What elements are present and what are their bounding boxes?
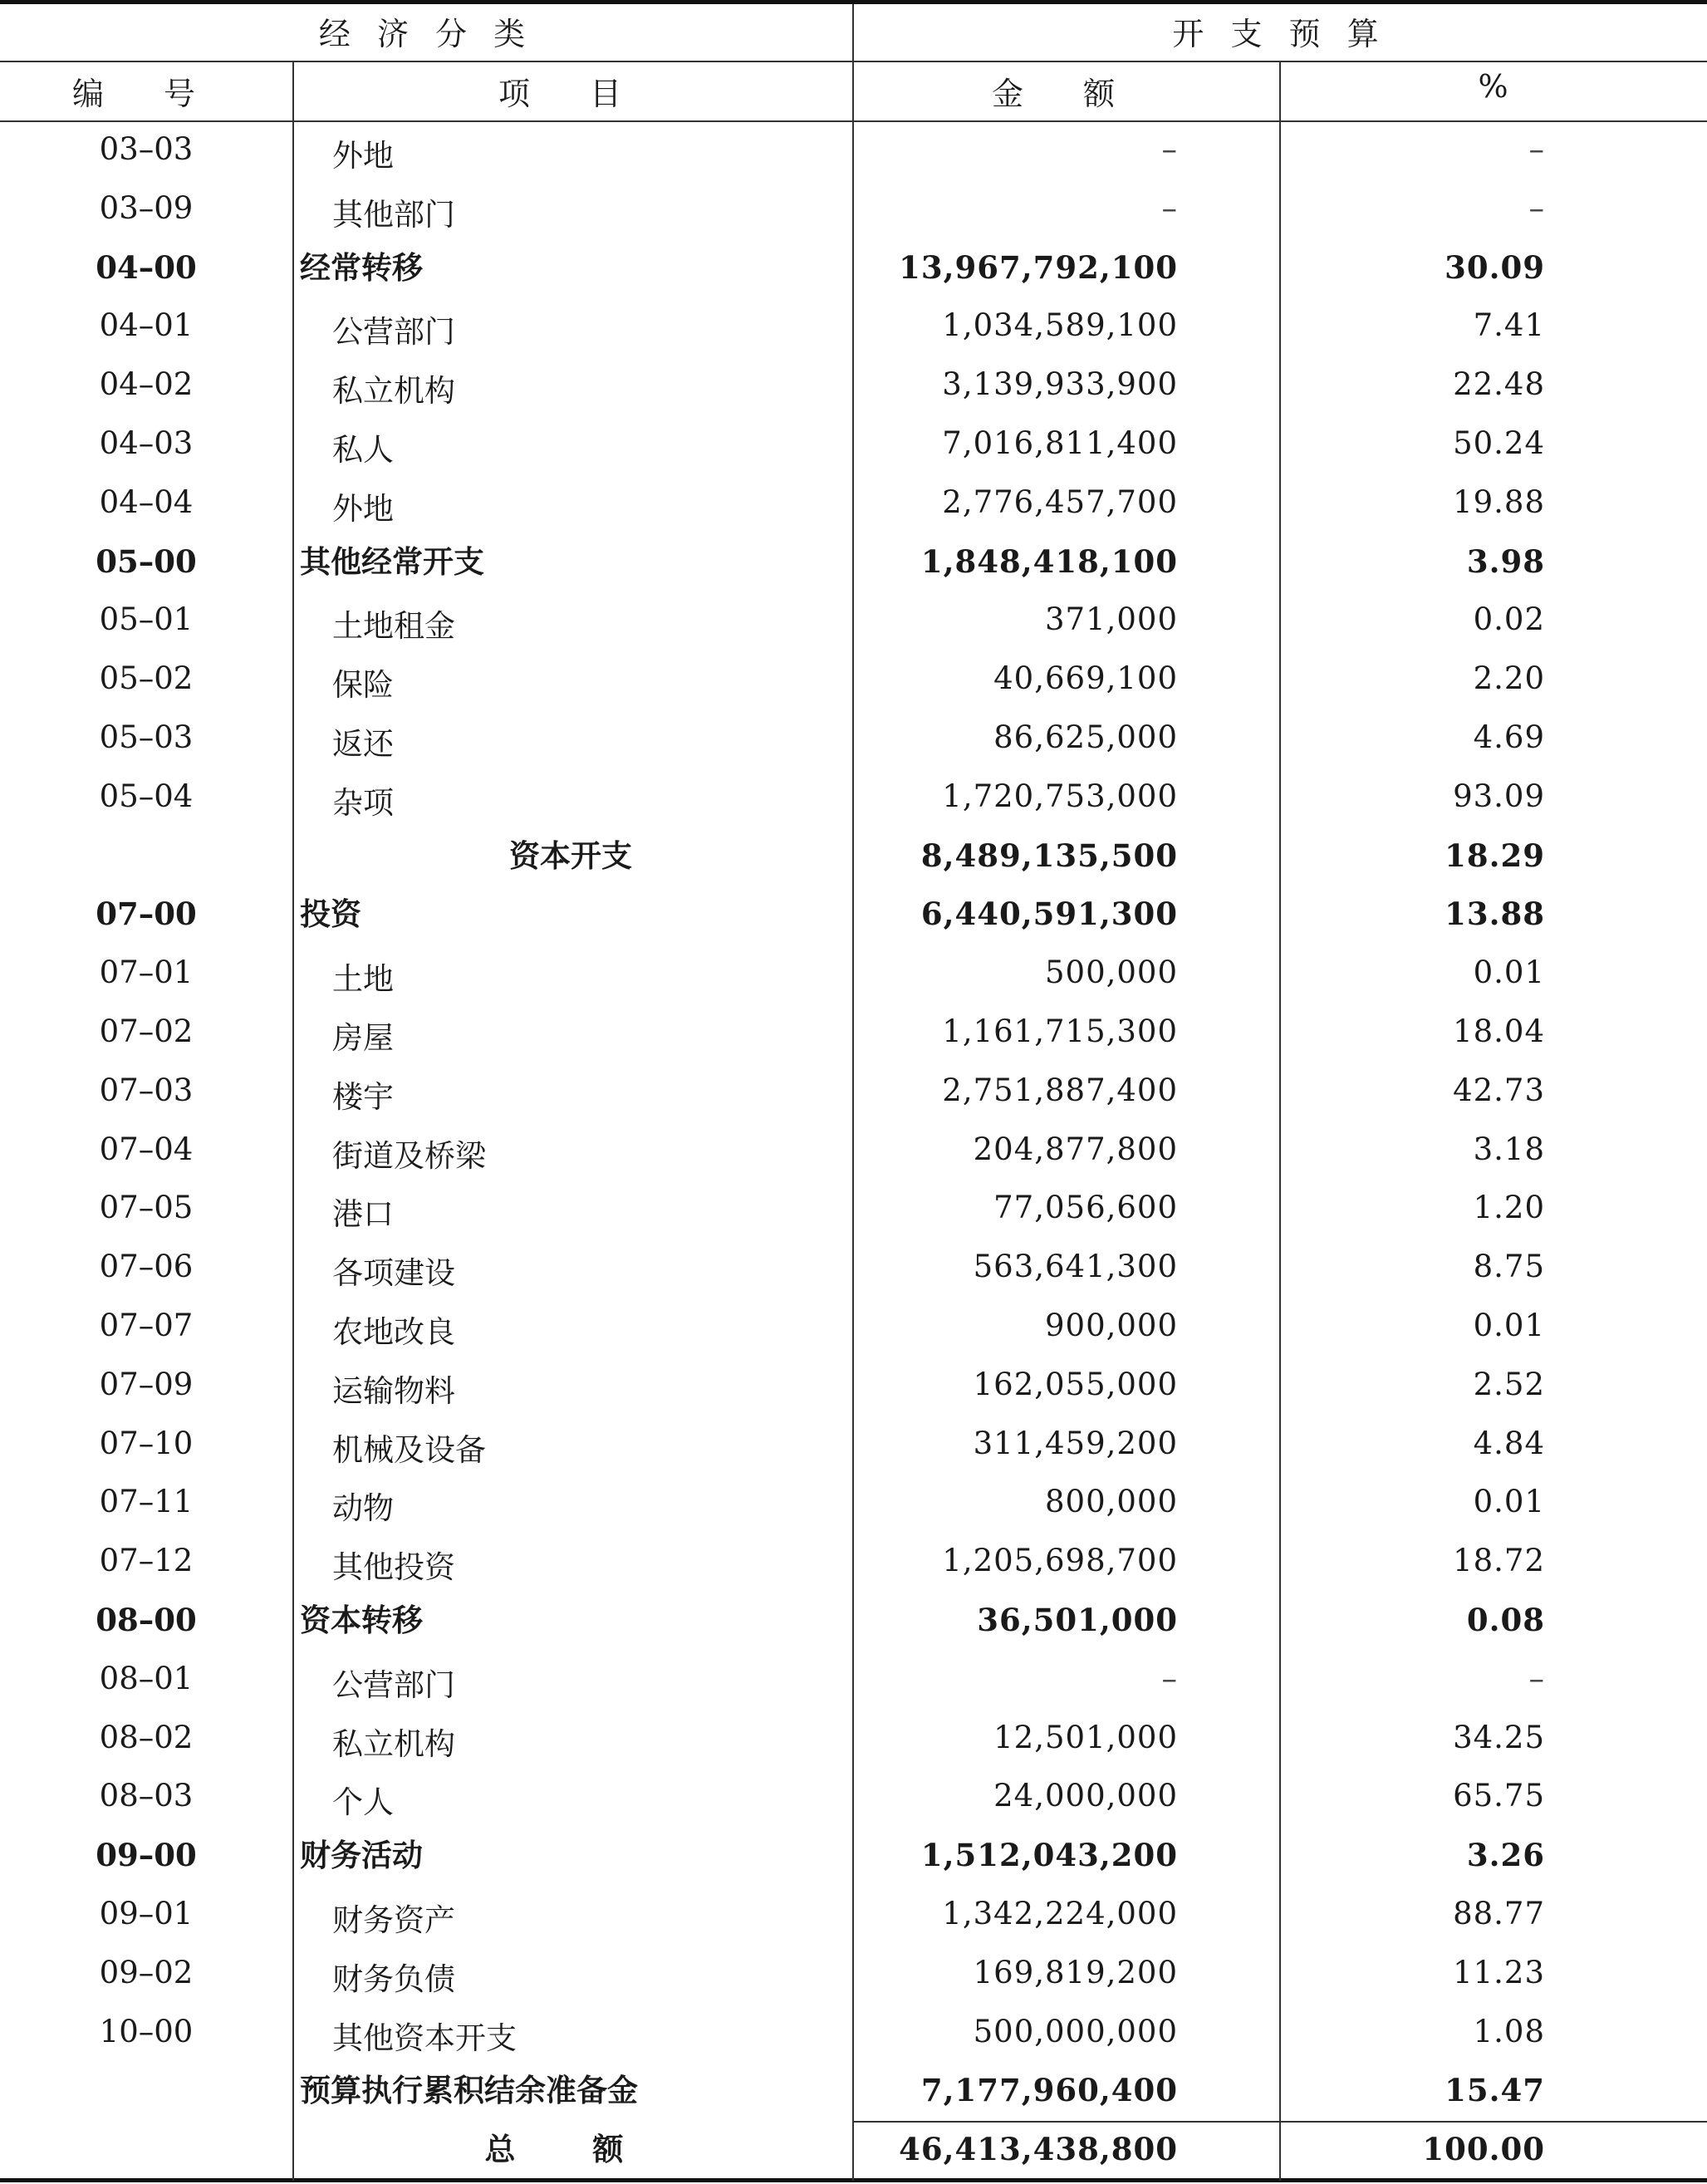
row-item-name: 返还 xyxy=(332,726,394,762)
table-row xyxy=(0,1597,1707,1655)
row-code: 08–00 xyxy=(96,1602,197,1638)
table-row xyxy=(0,244,1707,302)
row-item-name: 财务活动 xyxy=(300,1837,423,1873)
row-code: 07–04 xyxy=(99,1131,194,1167)
row-code: 07–02 xyxy=(99,1013,194,1049)
table-row xyxy=(0,2067,1707,2125)
row-item-name: 预算执行累积结余准备金 xyxy=(300,2072,638,2108)
row-percent: 7.41 xyxy=(1473,307,1545,343)
header-economic-classification: 经 济 分 类 xyxy=(318,16,534,52)
row-code: 07–11 xyxy=(99,1484,194,1519)
row-item-name: 保险 xyxy=(332,667,394,703)
row-code: 07–12 xyxy=(99,1543,194,1578)
row-item-name: 港口 xyxy=(332,1196,394,1232)
row-item-name: 其他投资 xyxy=(332,1549,455,1585)
row-percent: 2.52 xyxy=(1473,1367,1545,1402)
row-percent: 100.00 xyxy=(1422,2131,1545,2167)
row-item-name: 财务负债 xyxy=(332,1961,455,1997)
table-row xyxy=(0,1950,1707,2008)
table-row xyxy=(0,1244,1707,1302)
row-amount: 13,967,792,100 xyxy=(899,249,1178,286)
row-item-name: 财务资产 xyxy=(332,1902,455,1938)
row-code: 09–00 xyxy=(96,1837,197,1873)
table-row xyxy=(0,1126,1707,1185)
row-amount: 7,177,960,400 xyxy=(920,2072,1178,2108)
row-amount: 3,139,933,900 xyxy=(942,366,1178,402)
row-percent: – xyxy=(1528,1661,1545,1696)
table-row xyxy=(0,950,1707,1008)
row-code: 08–02 xyxy=(99,1720,194,1755)
row-percent: 0.01 xyxy=(1473,955,1545,990)
row-code: 05–04 xyxy=(99,778,194,814)
row-code xyxy=(0,832,292,891)
row-percent: – xyxy=(1528,190,1545,226)
row-code: 07–01 xyxy=(99,955,194,990)
row-amount: 1,161,715,300 xyxy=(942,1013,1178,1049)
row-item-name: 运输物料 xyxy=(332,1373,455,1409)
row-amount: 2,776,457,700 xyxy=(942,484,1178,520)
row-code: 04–04 xyxy=(99,484,194,520)
row-amount: 6,440,591,300 xyxy=(920,896,1178,932)
row-percent: 3.18 xyxy=(1473,1131,1545,1167)
row-code: 05–03 xyxy=(99,719,194,755)
table-row xyxy=(0,1421,1707,1479)
table-row xyxy=(0,1715,1707,1773)
table-row xyxy=(0,1067,1707,1126)
header-expenditure-budget: 开 支 预 算 xyxy=(1172,16,1387,52)
row-amount: 1,342,224,000 xyxy=(942,1896,1178,1931)
row-code xyxy=(0,2067,292,2125)
header-item: 项 目 xyxy=(498,76,647,112)
row-percent: 19.88 xyxy=(1453,484,1545,520)
header-code: 编 号 xyxy=(71,76,221,112)
row-amount: 46,413,438,800 xyxy=(899,2131,1178,2167)
table-row xyxy=(0,361,1707,420)
table-row xyxy=(0,773,1707,832)
row-item-name: 土地 xyxy=(332,961,394,997)
row-amount: 563,641,300 xyxy=(973,1249,1178,1284)
row-percent: 88.77 xyxy=(1453,1896,1545,1931)
row-percent: 1.08 xyxy=(1473,2014,1545,2049)
row-amount: 500,000 xyxy=(1044,955,1178,990)
table-row xyxy=(0,832,1707,891)
header-percent: % xyxy=(1478,68,1508,105)
row-amount: – xyxy=(1161,1661,1178,1696)
table-row xyxy=(0,596,1707,655)
row-amount: 500,000,000 xyxy=(973,2014,1178,2049)
table-row xyxy=(0,1009,1707,1067)
row-code: 10–00 xyxy=(99,2014,194,2049)
row-percent: 0.01 xyxy=(1473,1484,1545,1519)
row-amount: – xyxy=(1161,131,1178,167)
row-amount: 86,625,000 xyxy=(993,719,1178,755)
table-row xyxy=(0,479,1707,537)
table-row xyxy=(0,1479,1707,1537)
table-row xyxy=(0,126,1707,184)
row-item-name: 公营部门 xyxy=(332,1667,455,1703)
row-code: 07–07 xyxy=(99,1308,194,1343)
row-code: 03–03 xyxy=(99,131,194,167)
row-code: 04–03 xyxy=(99,425,194,461)
row-item-name: 楼宇 xyxy=(332,1079,394,1115)
table-row xyxy=(0,2009,1707,2067)
table-row xyxy=(0,1891,1707,1949)
row-percent: 30.09 xyxy=(1445,249,1545,286)
row-item-name: 其他资本开支 xyxy=(332,2020,517,2056)
row-amount: 204,877,800 xyxy=(973,1131,1178,1167)
table-row xyxy=(0,302,1707,361)
row-code: 07–05 xyxy=(99,1190,194,1225)
row-amount: 40,669,100 xyxy=(993,660,1178,696)
table-row xyxy=(0,1656,1707,1714)
row-code: 07–03 xyxy=(99,1072,194,1108)
row-amount: 1,512,043,200 xyxy=(920,1837,1178,1873)
row-item-name: 总 额 xyxy=(484,2131,657,2167)
row-percent: 3.98 xyxy=(1466,543,1545,580)
row-code: 07–06 xyxy=(99,1249,194,1284)
row-item-name: 动物 xyxy=(332,1490,394,1526)
row-percent: 2.20 xyxy=(1473,660,1545,696)
row-code: 07–10 xyxy=(99,1426,194,1461)
row-item-name: 其他经常开支 xyxy=(300,543,484,580)
row-item-name: 公营部门 xyxy=(332,314,455,350)
row-item-name: 街道及桥梁 xyxy=(332,1138,486,1174)
row-item-name: 其他部门 xyxy=(332,197,455,233)
row-item-name: 外地 xyxy=(332,491,394,527)
table-row xyxy=(0,891,1707,949)
row-item-name: 机械及设备 xyxy=(332,1432,486,1468)
row-amount: – xyxy=(1161,190,1178,226)
row-code: 05–01 xyxy=(99,601,194,637)
row-code: 07–00 xyxy=(96,896,197,932)
table-row xyxy=(0,420,1707,479)
row-percent: 0.02 xyxy=(1473,601,1545,637)
table-row xyxy=(0,714,1707,773)
row-percent: 4.84 xyxy=(1473,1426,1545,1461)
row-amount: 900,000 xyxy=(1044,1308,1178,1343)
row-item-name: 私立机构 xyxy=(332,1726,455,1762)
row-code: 04–02 xyxy=(99,366,194,402)
row-code: 09–02 xyxy=(99,1955,194,1990)
row-item-name: 土地租金 xyxy=(332,608,455,644)
row-item-name: 外地 xyxy=(332,138,394,174)
table-row xyxy=(0,2126,1707,2184)
row-percent: 11.23 xyxy=(1453,1955,1545,1990)
row-item-name: 各项建设 xyxy=(332,1255,455,1291)
row-percent: 8.75 xyxy=(1473,1249,1545,1284)
row-item-name: 农地改良 xyxy=(332,1314,455,1350)
row-percent: 1.20 xyxy=(1473,1190,1545,1225)
row-amount: 77,056,600 xyxy=(993,1190,1178,1225)
table-row xyxy=(0,1773,1707,1831)
row-percent: 50.24 xyxy=(1453,425,1545,461)
row-amount: 2,751,887,400 xyxy=(942,1072,1178,1108)
row-code xyxy=(0,2126,292,2184)
row-item-name: 杂项 xyxy=(332,785,394,821)
row-item-name: 资本开支 xyxy=(509,837,632,874)
row-item-name: 投资 xyxy=(300,896,361,932)
table-row xyxy=(0,185,1707,243)
row-amount: 1,205,698,700 xyxy=(942,1543,1178,1578)
row-percent: 4.69 xyxy=(1473,719,1545,755)
row-item-name: 资本转移 xyxy=(300,1602,423,1638)
row-amount: 36,501,000 xyxy=(977,1602,1178,1638)
row-percent: 22.48 xyxy=(1453,366,1545,402)
row-amount: 800,000 xyxy=(1044,1484,1178,1519)
row-code: 05–02 xyxy=(99,660,194,696)
row-amount: 1,848,418,100 xyxy=(920,543,1178,580)
row-item-name: 经常转移 xyxy=(300,249,423,286)
row-percent: 42.73 xyxy=(1453,1072,1545,1108)
row-item-name: 私立机构 xyxy=(332,373,455,409)
row-percent: 3.26 xyxy=(1466,1837,1545,1873)
row-code: 03–09 xyxy=(99,190,194,226)
row-amount: 162,055,000 xyxy=(973,1367,1178,1402)
row-percent: 18.72 xyxy=(1453,1543,1545,1578)
table-row xyxy=(0,1303,1707,1361)
row-percent: 13.88 xyxy=(1445,896,1545,932)
row-amount: 7,016,811,400 xyxy=(942,425,1178,461)
row-amount: 311,459,200 xyxy=(973,1426,1178,1461)
row-code: 08–03 xyxy=(99,1778,194,1813)
table-row xyxy=(0,1362,1707,1420)
row-percent: 15.47 xyxy=(1445,2072,1545,2108)
row-code: 05–00 xyxy=(96,543,197,580)
row-percent: 18.29 xyxy=(1445,837,1545,874)
table-row xyxy=(0,1185,1707,1243)
row-percent: 34.25 xyxy=(1453,1720,1545,1755)
row-amount: 1,034,589,100 xyxy=(942,307,1178,343)
row-percent: 0.08 xyxy=(1466,1602,1545,1638)
table-row xyxy=(0,1832,1707,1890)
row-percent: – xyxy=(1528,131,1545,167)
row-code: 04–01 xyxy=(99,307,194,343)
row-amount: 169,819,200 xyxy=(973,1955,1178,1990)
table-row xyxy=(0,655,1707,714)
row-code: 04–00 xyxy=(96,249,197,286)
row-item-name: 房屋 xyxy=(332,1020,394,1056)
row-percent: 0.01 xyxy=(1473,1308,1545,1343)
row-item-name: 私人 xyxy=(332,432,394,468)
header-amount: 金 额 xyxy=(991,76,1140,112)
row-percent: 93.09 xyxy=(1453,778,1545,814)
table-row xyxy=(0,1538,1707,1596)
row-amount: 8,489,135,500 xyxy=(920,837,1178,874)
row-amount: 1,720,753,000 xyxy=(942,778,1178,814)
row-amount: 371,000 xyxy=(1044,601,1178,637)
row-amount: 24,000,000 xyxy=(993,1778,1178,1813)
row-percent: 65.75 xyxy=(1453,1778,1545,1813)
row-percent: 18.04 xyxy=(1453,1013,1545,1049)
row-code: 07–09 xyxy=(99,1367,194,1402)
table-row xyxy=(0,538,1707,596)
row-code: 08–01 xyxy=(99,1661,194,1696)
row-item-name: 个人 xyxy=(332,1784,394,1820)
row-amount: 12,501,000 xyxy=(993,1720,1178,1755)
row-code: 09–01 xyxy=(99,1896,194,1931)
